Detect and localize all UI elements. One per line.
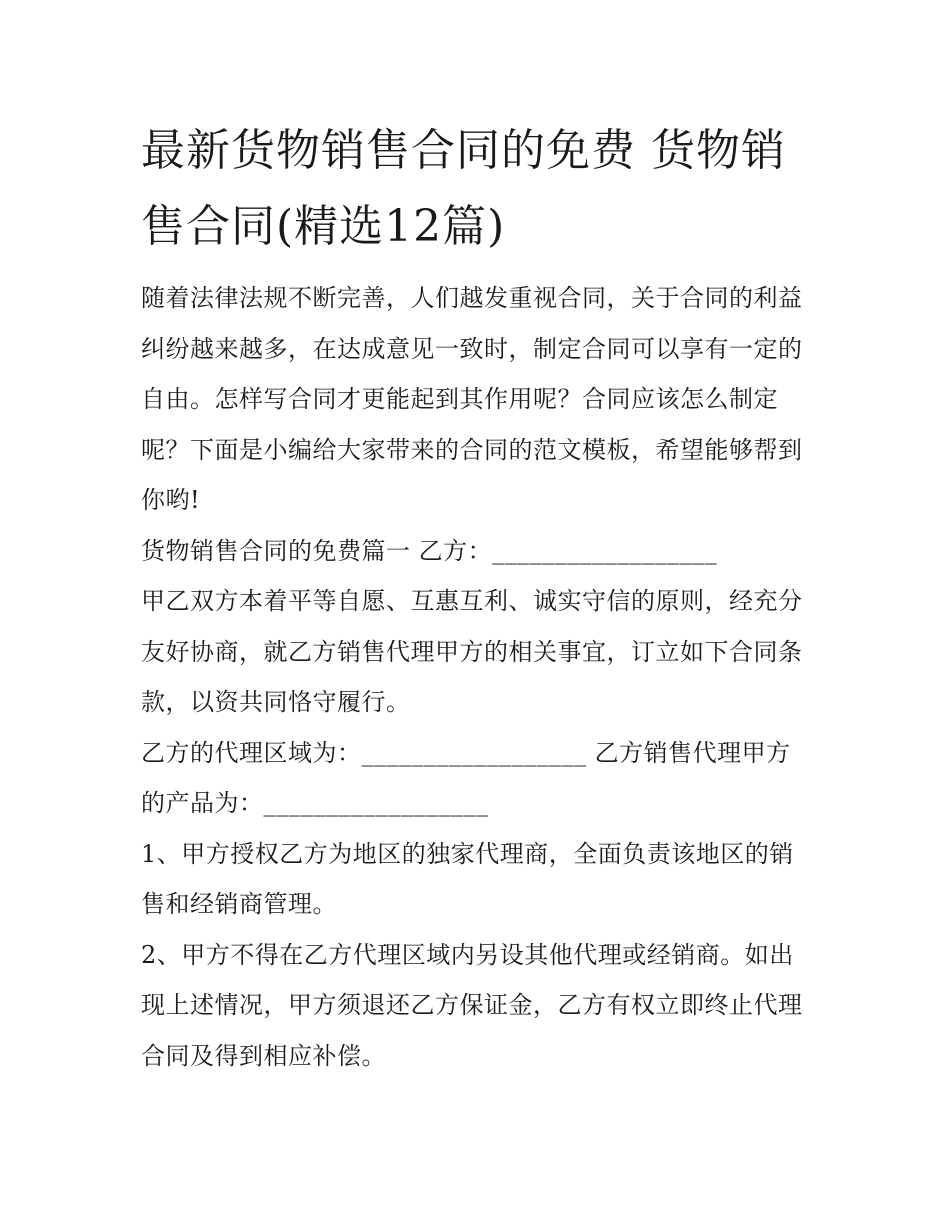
principles-paragraph: 甲乙双方本着平等自愿、互惠互利、诚实守信的原则，经充分友好协商，就乙方销售代理甲方的相关事宜，订立如下合同条款，以资共同恪守履行。 [141,587,803,716]
agency-region-paragraph: 乙方的代理区域为：__________________ 乙方销售代理甲方的产品为：__________________ [141,738,791,817]
clause-2: 2、甲方不得在乙方代理区域内另设其他代理或经销商。如出现上述情况，甲方须退还乙方保证金，乙方有权立即终止代理合同及得到相应补偿。 [141,940,803,1070]
clause-1: 1、甲方授权乙方为地区的独家代理商，全面负责该地区的销售和经销商管理。 [141,839,794,918]
intro-paragraph: 随着法律法规不断完善，人们越发重视合同，关于合同的利益纠纷越来越多，在达成意见一致时，制定合同可以享有一定的自由。怎样写合同才更能起到其作用呢？合同应该怎么制定呢？下面是小编给大家带来的合同的范文模板，希望能够帮到你哟! [141,284,803,514]
section-heading-party-b: 货物销售合同的免费篇一 乙方：__________________ [141,536,718,565]
document-title: 最新货物销售合同的免费 货物销售合同(精选12篇) [141,125,786,252]
document-page [141,113,813,1081]
